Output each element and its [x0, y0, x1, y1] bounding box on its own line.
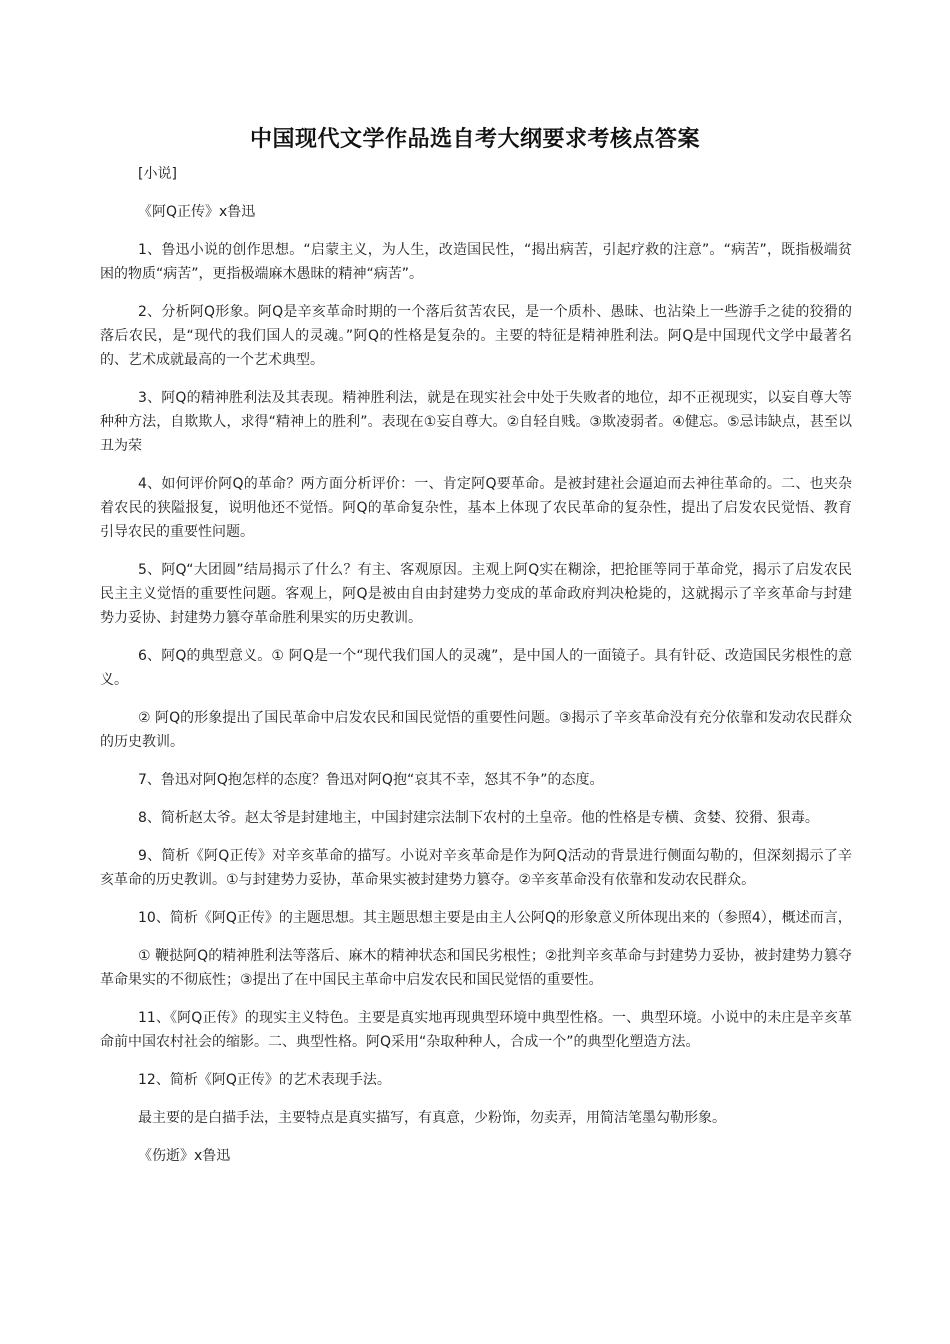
- paragraph: 8、简析赵太爷。赵太爷是封建地主，中国封建宗法制下农村的土皇帝。他的性格是专横、贪婪、狡猾、狠毒。: [138, 810, 819, 826]
- paragraph: 2、分析阿Q形象。阿Q是辛亥革命时期的一个落后贫苦农民，是一个质朴、愚昧、也沾染上一些游手之徒的狡猾的落后农民，是“现代的我们国人的灵魂。”阿Q的性格是复杂的。主要的特征是精神胜利法。阿Q是中国现代文学中最著名的、艺术成就最高的一个艺术典型。: [100, 304, 852, 368]
- paragraph: 12、简析《阿Q正传》的艺术表现手法。: [138, 1072, 391, 1088]
- paragraph: 10、简析《阿Q正传》的主题思想。其主题思想主要是由主人公阿Q的形象意义所体现出来的（参照4），概述而言，: [138, 910, 852, 926]
- section-heading: [小说]: [138, 166, 177, 182]
- document-title: 中国现代文学作品选自考大纲要求考核点答案: [249, 127, 700, 152]
- paragraph: 9、简析《阿Q正传》对辛亥革命的描写。小说对辛亥革命是作为阿Q活动的背景进行侧面勾勒的，但深刻揭示了辛亥革命的历史教训。①与封建势力妥协，革命果实被封建势力篡夺。②辛亥革命没有依靠和发动农民群众。: [100, 848, 852, 888]
- paragraph: 3、阿Q的精神胜利法及其表现。精神胜利法，就是在现实社会中处于失败者的地位，却不正视现实，以妄自尊大等种种方法，自欺欺人，求得“精神上的胜利”。表现在①妄自尊大。②自轻自贱。③欺凌弱者。④健忘。⑤忌讳缺点，甚至以丑为荣: [100, 390, 852, 454]
- paragraph: 4、如何评价阿Q的革命？两方面分析评价：一、肯定阿Q要革命。是被封建社会逼迫而去神往革命的。二、也夹杂着农民的狭隘报复，说明他还不觉悟。阿Q的革命复杂性，基本上体现了农民革命的复杂性，提出了启发农民觉悟、教育引导农民的重要性问题。: [100, 476, 852, 540]
- work-heading: 《伤逝》x鲁迅: [138, 1148, 231, 1164]
- paragraph: ① 鞭挞阿Q的精神胜利法等落后、麻木的精神状态和国民劣根性；②批判辛亥革命与封建势力妥协，被封建势力篡夺革命果实的不彻底性；③提出了在中国民主革命中启发农民和国民觉悟的重要性。: [100, 948, 852, 988]
- paragraph: 7、鲁迅对阿Q抱怎样的态度？鲁迅对阿Q抱“哀其不幸，怒其不争”的态度。: [138, 772, 604, 788]
- paragraph: ② 阿Q的形象提出了国民革命中启发农民和国民觉悟的重要性问题。③揭示了辛亥革命没有充分依靠和发动农民群众的历史教训。: [100, 710, 852, 750]
- paragraph: 1、鲁迅小说的创作思想。“启蒙主义，为人生，改造国民性，“揭出病苦，引起疗救的注意”。“病苦”，既指极端贫困的物质“病苦”，更指极端麻木愚昧的精神“病苦”。: [100, 242, 852, 282]
- paragraph: 最主要的是白描手法，主要特点是真实描写，有真意，少粉饰，勿卖弄，用简洁笔墨勾勒形象。: [138, 1110, 726, 1126]
- paragraph: 5、阿Q“大团圆”结局揭示了什么？有主、客观原因。主观上阿Q实在糊涂，把抢匪等同于革命党，揭示了启发农民民主主义觉悟的重要性问题。客观上，阿Q是被由自由封建势力变成的革命政府判决枪毙的，这就揭示了辛亥革命与封建势力妥协、封建势力篡夺革命胜利果实的历史教训。: [100, 562, 852, 626]
- paragraph: 11、《阿Q正传》的现实主义特色。主要是真实地再现典型环境中典型性格。一、典型环境。小说中的未庄是辛亥革命前中国农村社会的缩影。二、典型性格。阿Q采用“杂取种种人，合成一个”的典型化塑造方法。: [100, 1010, 852, 1050]
- document-body: [100, 162, 852, 1182]
- paragraph: 6、阿Q的典型意义。① 阿Q是一个“现代我们国人的灵魂”，是中国人的一面镜子。具有针砭、改造国民劣根性的意义。: [100, 648, 852, 688]
- work-heading: 《阿Q正传》x鲁迅: [138, 204, 256, 220]
